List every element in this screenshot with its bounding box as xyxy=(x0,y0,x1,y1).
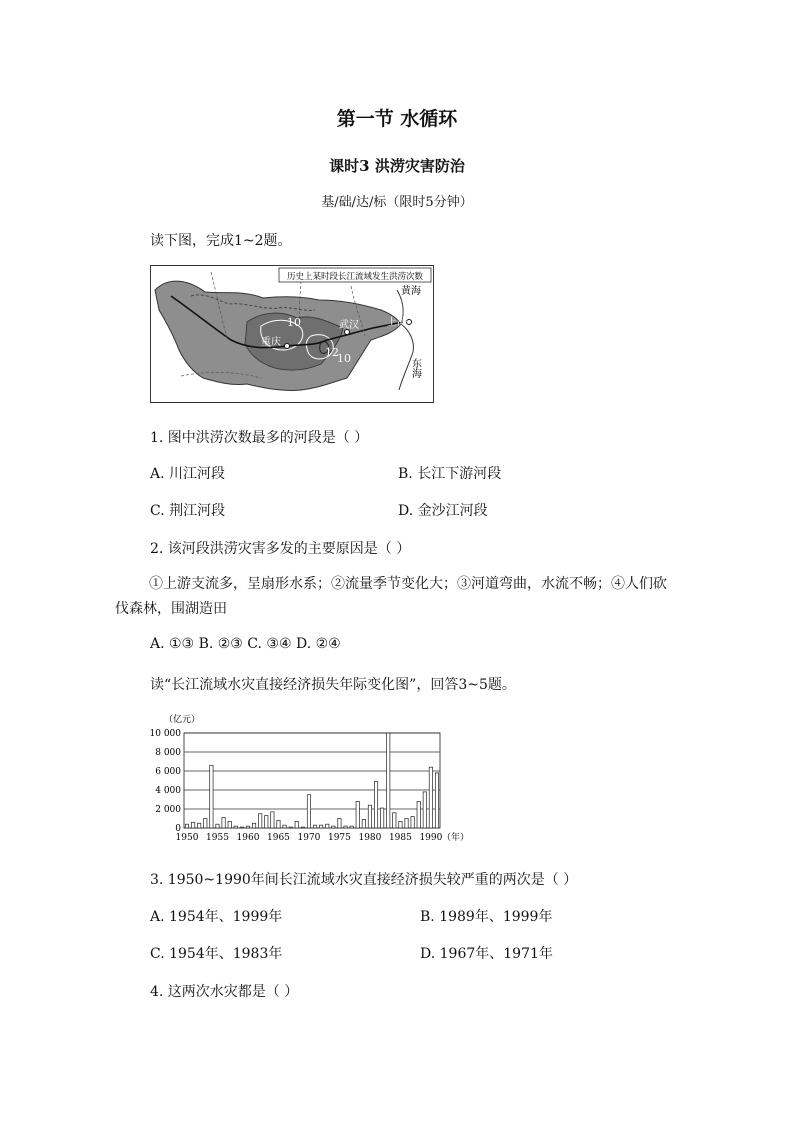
x-tick-label: 1985 xyxy=(388,833,412,843)
bar xyxy=(380,808,383,828)
question-2-options[interactable]: A. ①③ B. ②③ C. ③④ D. ②④ xyxy=(150,636,341,652)
map-caption: 历史上某时段长江流域发生洪涝次数 xyxy=(286,272,424,282)
bar xyxy=(423,792,426,828)
bar xyxy=(417,801,420,828)
contour-label-10a: 10 xyxy=(287,316,301,329)
bar xyxy=(222,818,225,828)
x-tick-label: 1980 xyxy=(358,833,382,843)
bar xyxy=(387,733,390,828)
question-3-option-a[interactable]: A. 1954年、1999年 xyxy=(150,909,283,925)
bar xyxy=(234,826,237,828)
bar xyxy=(326,824,329,828)
contour-label-10b: 10 xyxy=(337,352,351,365)
bar xyxy=(295,821,298,828)
intro-map: 读下图，完成1~2题。 xyxy=(150,233,292,249)
bar xyxy=(271,812,274,828)
bar xyxy=(289,827,292,828)
label-chongqing: 重庆 xyxy=(261,337,281,348)
x-tick-label: 1965 xyxy=(267,833,290,843)
page-title: 第一节 水循环 xyxy=(336,108,458,130)
question-1-option-c[interactable]: C. 荆江河段 xyxy=(150,503,226,519)
bar xyxy=(399,821,402,828)
bar xyxy=(210,765,213,828)
yangtze-flood-map xyxy=(150,265,434,403)
bar xyxy=(258,814,261,828)
bar xyxy=(338,819,341,829)
bar xyxy=(283,825,286,828)
y-tick-label: 4 000 xyxy=(155,786,181,796)
chongqing-marker xyxy=(285,344,290,349)
y-tick-label: 6 000 xyxy=(155,767,181,777)
bar xyxy=(429,767,432,828)
question-1-stem: 1. 图中洪涝次数最多的河段是（ ） xyxy=(150,430,369,446)
x-tick-label: 1975 xyxy=(327,833,351,843)
bar xyxy=(228,821,231,828)
bar xyxy=(356,801,359,828)
label-huanghai: 黄海 xyxy=(401,286,421,297)
question-2-statements: ①上游支流多，呈扇形水系；②流量季节变化大；③河道弯曲，水流不畅；④人们砍伐森林，围湖造田 xyxy=(115,576,667,617)
shanghai-marker xyxy=(407,320,412,325)
y-axis-unit: （亿元） xyxy=(164,715,201,725)
question-2-stem: 2. 该河段洪涝灾害多发的主要原因是（ ） xyxy=(150,541,411,557)
label-shanghai: 上海 xyxy=(387,317,407,328)
bar xyxy=(198,823,201,828)
bar xyxy=(246,826,249,828)
bar xyxy=(362,819,365,828)
question-3-option-d[interactable]: D. 1967年、1971年 xyxy=(420,946,553,962)
bar xyxy=(411,817,414,828)
y-tick-label: 10 000 xyxy=(150,729,181,739)
bar xyxy=(240,827,243,828)
contour-label-12: 12 xyxy=(325,346,339,359)
bar xyxy=(332,826,335,828)
label-wuhan: 武汉 xyxy=(339,320,359,331)
plot-frame xyxy=(184,733,440,828)
bar xyxy=(405,819,408,829)
question-1-option-a[interactable]: A. 川江河段 xyxy=(150,466,226,482)
question-3-stem: 3. 1950~1990年间长江流域水灾直接经济损失较严重的两次是（ ） xyxy=(150,872,578,888)
bar xyxy=(307,795,310,828)
x-tick-label: 1955 xyxy=(206,833,229,843)
lesson-subtitle: 课时3 洪涝灾害防治 xyxy=(329,157,465,175)
y-tick-label: 8 000 xyxy=(155,748,181,758)
bar xyxy=(252,823,255,828)
bar xyxy=(301,827,304,828)
bar xyxy=(344,826,347,828)
bar xyxy=(185,824,188,828)
question-1-option-d[interactable]: D. 金沙江河段 xyxy=(398,503,488,519)
y-tick-label: 0 xyxy=(175,824,181,834)
x-axis-unit: （年） xyxy=(442,833,470,843)
label-donghai: 东海 xyxy=(409,358,421,378)
section-heading: 基/础/达/标（限时5分钟） xyxy=(321,195,473,210)
bar xyxy=(368,805,371,828)
question-1-option-b[interactable]: B. 长江下游河段 xyxy=(398,466,502,482)
bar xyxy=(204,819,207,829)
bar xyxy=(277,820,280,828)
bar xyxy=(265,816,268,828)
question-3-option-c[interactable]: C. 1954年、1983年 xyxy=(150,946,283,962)
bar xyxy=(393,813,396,828)
y-tick-label: 2 000 xyxy=(155,805,181,815)
x-tick-label: 1970 xyxy=(297,833,321,843)
bar xyxy=(216,824,219,828)
x-tick-label: 1990 xyxy=(419,833,443,843)
bar xyxy=(319,825,322,828)
x-tick-label: 1960 xyxy=(236,833,260,843)
bar xyxy=(350,826,353,828)
question-3-option-b[interactable]: B. 1989年、1999年 xyxy=(420,909,553,925)
bar xyxy=(374,781,377,828)
question-4-stem: 4. 这两次水灾都是（ ） xyxy=(150,984,299,1000)
bar xyxy=(435,773,438,828)
intro-chart: 读“长江流域水灾直接经济损失年际变化图”，回答3~5题。 xyxy=(150,677,516,693)
x-tick-label: 1950 xyxy=(175,833,199,843)
bar xyxy=(313,825,316,828)
bar xyxy=(191,822,194,828)
loss-chart xyxy=(150,708,480,850)
